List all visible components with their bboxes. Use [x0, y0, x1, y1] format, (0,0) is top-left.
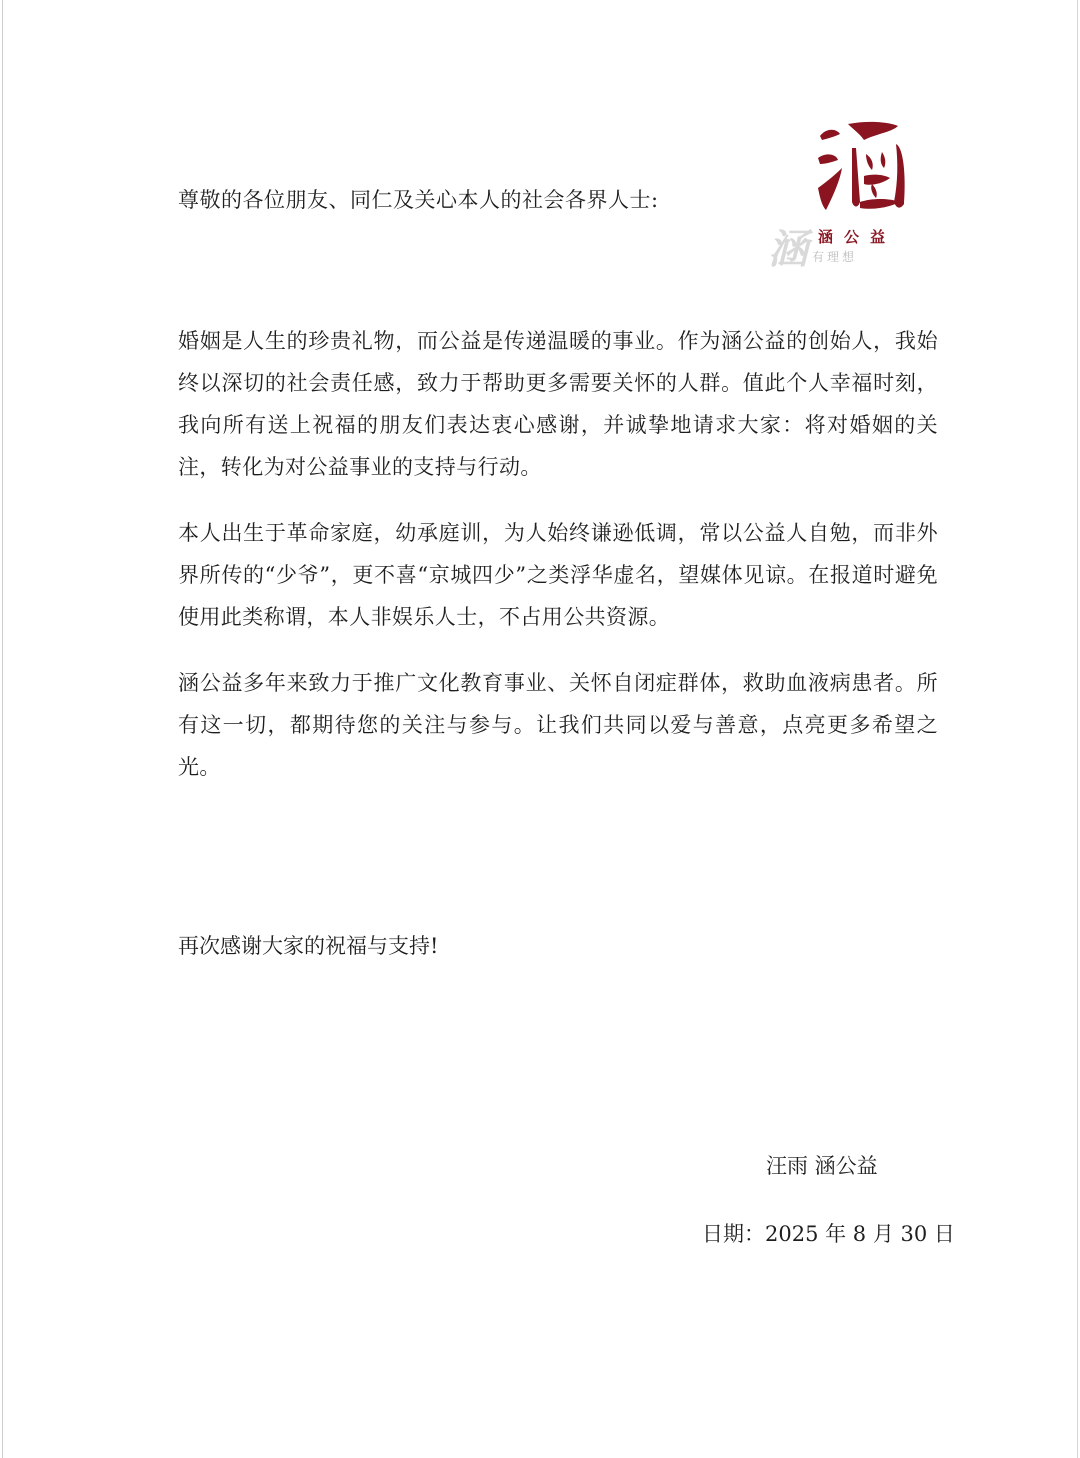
- logo-sub-text: 有理想: [812, 250, 858, 264]
- page-edge-left: [2, 0, 3, 1458]
- paragraph-charity-work: 涵公益多年来致力于推广文化教育事业、关怀自闭症群体，救助血液病患者。所有这一切，都期待您的关注与参与。让我们共同以爱与善意，点亮更多希望之光。: [178, 671, 938, 779]
- hangongyi-logo: [768, 118, 928, 273]
- paragraph-marriage-charity: 婚姻是人生的珍贵礼物，而公益是传递温暖的事业。作为涵公益的创始人，我始终以深切的社会责任感，致力于帮助更多需要关怀的人群。值此个人幸福时刻，我向所有送上祝福的朋友们表达衷心感谢，并诚挚地请求大家：将对婚姻的关注，转化为对公益事业的支持与行动。: [178, 329, 938, 479]
- paragraph-family-background: 本人出生于革命家庭，幼承庭训，为人始终谦逊低调，常以公益人自勉，而非外界所传的“少爷”，更不喜“京城四少”之类浮华虚名，望媒体见谅。在报道时避免使用此类称谓，本人非娱乐人士，不占用公共资源。: [178, 521, 938, 629]
- logo-watermark-char: 涵: [768, 226, 808, 273]
- logo-brand-text: 涵公益: [818, 228, 897, 246]
- letter-body: [178, 320, 938, 812]
- logo-calligraphy-mark: [812, 118, 912, 218]
- letter-date: 日期：2025 年 8 月 30 日: [702, 1222, 955, 1246]
- letter-closing: 再次感谢大家的祝福与支持!: [178, 934, 439, 958]
- letter-salutation: 尊敬的各位朋友、同仁及关心本人的社会各界人士:: [178, 188, 659, 212]
- letter-signature: 汪雨 涵公益: [766, 1154, 878, 1178]
- page-edge-right: [1077, 0, 1078, 1458]
